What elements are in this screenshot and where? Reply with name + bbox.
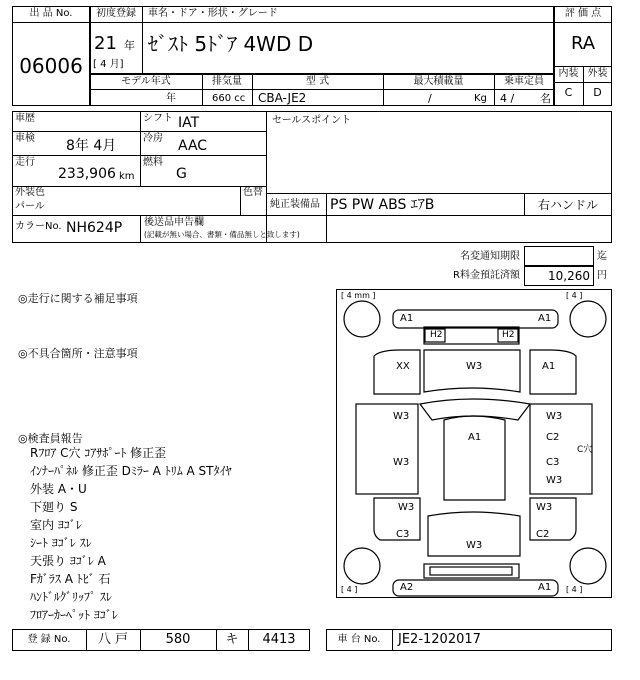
mark-left-rear-c3: C3 [396,529,410,540]
car-diagram-box [336,289,612,598]
mileage-value: 233,906 [58,166,116,182]
mark-right-rear-c2: C2 [536,529,550,540]
reg-label: 登 録 No. [27,634,71,645]
reg-number: 4413 [262,632,296,647]
fuel-value: G [176,166,187,182]
inspector-line: ﾊﾝﾄﾞﾙｸﾞﾘｯﾌﾟ ｽﾚ [30,590,112,604]
inspector-line: Rﾌﾛｱ C穴 ｺｱｻﾎﾟｰﾄ 修正歪 [30,446,167,460]
chassis-label: 車 台 No. [337,634,381,645]
capacity-unit: 名 [540,92,551,105]
mark-headlight-l: H2 [430,330,443,340]
sales-points-label: セールスポイント [272,115,352,126]
lot-number: 06006 [19,54,83,78]
ac-label: 冷房 [143,133,163,144]
tire-tl-label: [ 4 mm ] [341,291,376,300]
mark-rear-bumper-a2: A2 [400,582,414,593]
inspector-line: 外装 A・U [30,482,87,496]
exterior-score: D [593,86,602,99]
mark-left-mid-2: W3 [393,457,410,468]
displacement-label: 排気量 [212,76,242,87]
capacity-label: 乗車定員 [504,76,544,87]
steering-value: 右ハンドル [537,198,598,212]
car-name: ｾﾞｽﾄ 5ﾄﾞｱ 4WD D [148,32,314,56]
ext-color-label: 外装色 [15,187,45,198]
shift-value: IAT [178,115,200,131]
interior-score: C [564,86,573,99]
model-value: CBA-JE2 [258,91,307,105]
exterior-label: 外装 [587,68,608,79]
mark-front-right: A1 [542,361,556,372]
score-value: RA [570,33,596,54]
mark-right-rear-w3: W3 [536,502,553,513]
mark-right-c3: C3 [546,457,560,468]
tire-br-label: [ 4 ] [566,585,583,594]
inspector-line: ｲﾝﾅｰﾊﾟﾈﾙ 修正歪 Dﾐﾗｰ A ﾄﾘﾑ A STﾀｲﾔ [30,464,232,478]
history-label: 車歴 [15,113,35,124]
model-label: 型 式 [305,76,330,87]
mark-c-hole: C穴 [577,445,593,455]
mark-roof: A1 [468,432,482,443]
max-load-unit: Kg [474,93,487,104]
postsale-label: 後送品申告欄 [144,217,204,228]
model-year-label: モデル年式 [121,76,171,87]
color-no-value: NH624P [66,220,123,236]
equipment-value: PS PW ABS ｴｱB [330,197,435,213]
mark-front-bumper-r: A1 [538,313,552,324]
score-label: 評 価 点 [564,8,602,19]
reg-class: 580 [165,632,191,647]
postsale-note: (記載が無い場合、書類・備品無しと致します) [144,230,300,239]
repaint-label: 色替 [243,187,263,198]
inspector-line: 室内 ﾖｺﾞﾚ [30,518,82,532]
inspector-line: Fｶﾞﾗｽ A ﾄﾋﾞ 石 [30,572,111,586]
ext-color-value: パール [15,201,45,212]
name-change-label: 名変通知期限 [460,251,520,262]
mark-front-left: XX [396,361,410,372]
ac-value: AAC [178,138,208,154]
inspection-value: 8年 4月 [66,138,117,154]
inspector-line: ｼｰﾄ ﾖｺﾞﾚ ｽﾚ [30,536,92,550]
max-load-label: 最大積載量 [413,76,464,87]
color-no-label: カラーNo. [15,221,62,232]
driving-notes-title: ◎走行に関する補足事項 [18,292,138,305]
car-name-label: 車名・ドア・形状・グレード [148,8,278,19]
mark-right-c2: C2 [546,432,560,443]
first-reg-label: 初度登録 [96,8,136,19]
max-load-value: / [428,92,432,105]
mark-left-rear-w3: W3 [398,502,415,513]
capacity-value: 4 / [500,92,515,105]
name-change-unit: 迄 [597,251,607,262]
year-unit: 年 [124,39,135,52]
mark-rear-bumper-a1: A1 [538,582,552,593]
recycle-unit: 円 [597,270,607,281]
defects-notes-title: ◎不具合箇所・注意事項 [18,347,138,360]
mark-headlight-r: H2 [502,330,515,340]
mark-hood: W3 [466,361,483,372]
tire-tr-label: [ 4 ] [566,291,583,300]
interior-label: 内装 [558,68,579,79]
mark-front-bumper-l: A1 [400,313,414,324]
shift-label: シフト [143,113,173,124]
mark-trunk: W3 [466,540,483,551]
inspector-line: ﾌﾛｱｰｶｰﾍﾟｯﾄ ﾖｺﾞﾚ [30,608,118,622]
chassis-value: JE2-1202017 [398,632,481,647]
mark-left-mid-1: W3 [393,411,410,422]
lot-label: 出 品 No. [29,8,73,19]
recycle-value: 10,260 [548,269,590,283]
name-change-field [524,246,594,266]
first-reg-year: 21 [94,33,117,54]
recycle-label: R料金預託済額 [453,270,520,281]
equipment-label: 純正装備品 [270,199,320,210]
inspector-title: ◎検査員報告 [18,432,83,445]
tire-bl-label: [ 4 ] [341,585,358,594]
reg-area: 八 戸 [97,632,129,647]
mark-right-mid-1: W3 [546,411,563,422]
inspector-line: 天張り ﾖｺﾞﾚ A [30,554,106,568]
mileage-unit: km [119,171,135,182]
displacement-value: 660 cc [212,93,246,104]
fuel-label: 燃料 [143,157,163,168]
model-year-value: 年 [166,93,176,104]
inspection-label: 車検 [15,133,35,144]
mileage-label: 走行 [15,157,35,168]
inspector-line: 下廻り S [30,500,78,514]
mark-right-w3: W3 [546,475,563,486]
first-reg-month: [ 4 月] [93,59,124,70]
reg-kana: キ [225,632,239,647]
